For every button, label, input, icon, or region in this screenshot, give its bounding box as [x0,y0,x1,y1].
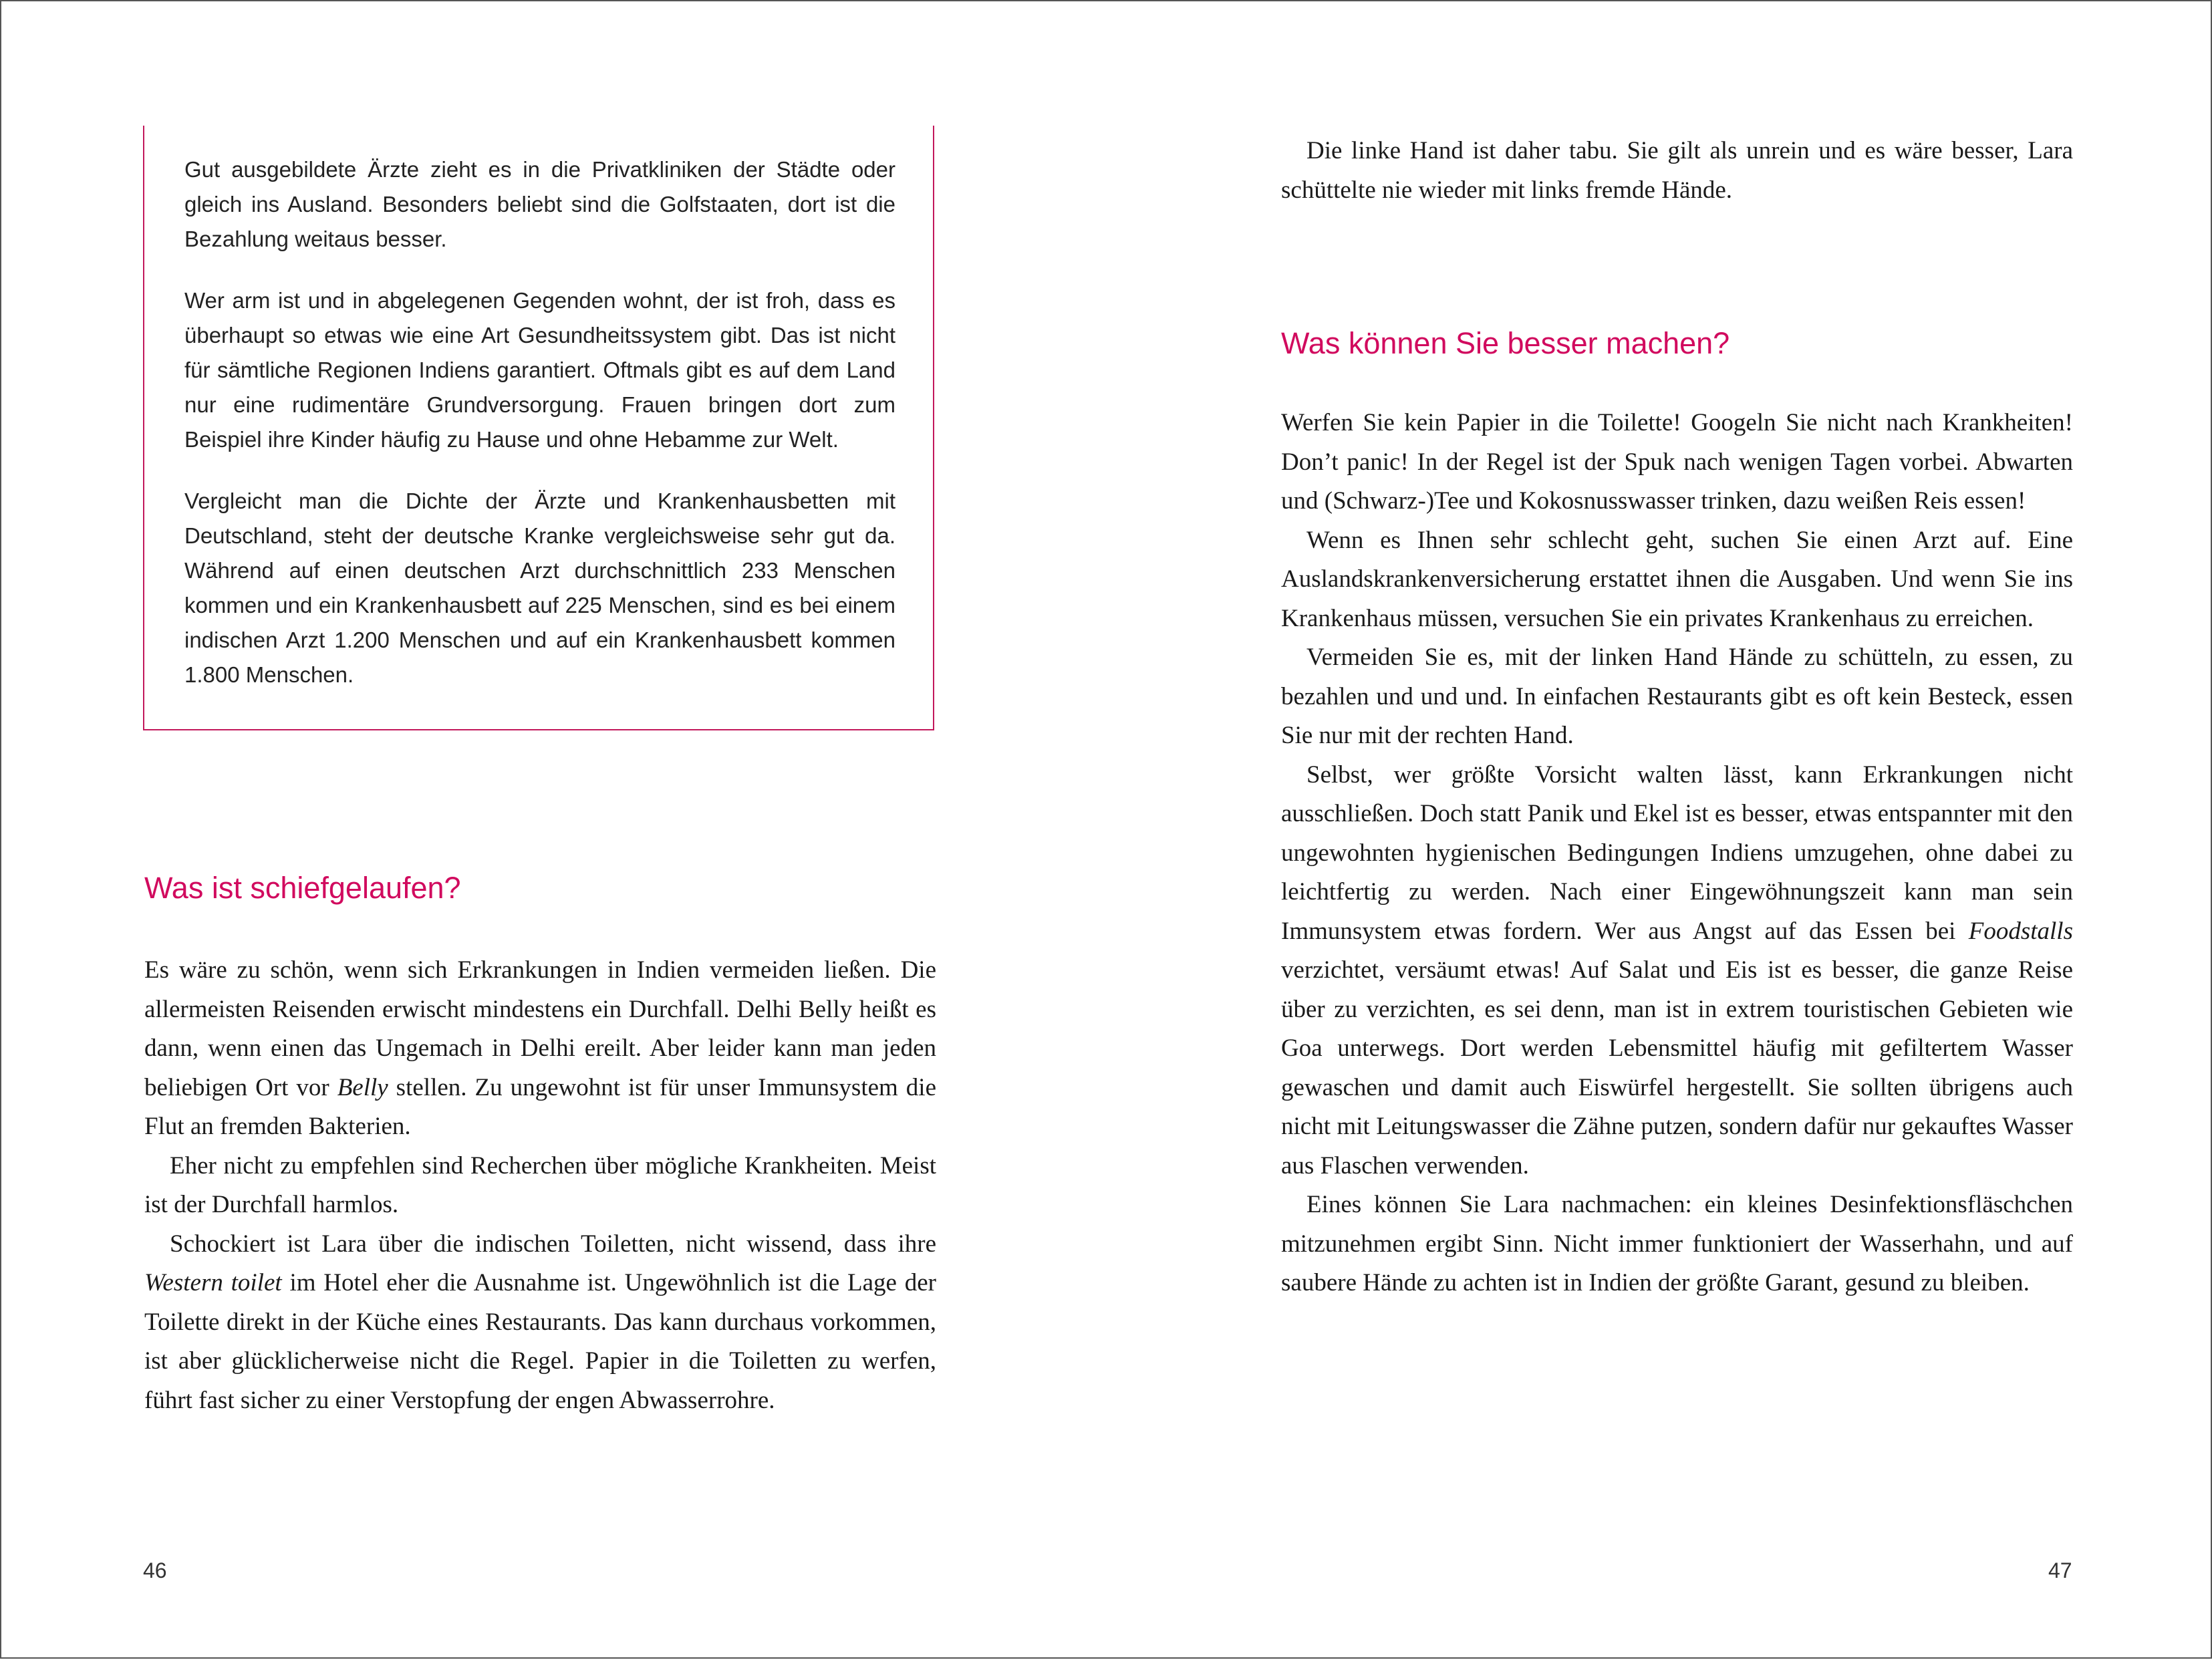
info-paragraph-1: Gut ausgebildete Ärzte zieht es in die Privatkliniken der Städte oder gleich ins Ausland. Besonders beliebt sind die Golfstaaten, dort ist die Bezahlung weitaus besser. [184,157,895,251]
emphasis: Western toilet [144,1269,282,1296]
body-paragraph: Wenn es Ihnen sehr schlecht geht, suchen Sie einen Arzt auf. Eine Auslandskrankenversicherung erstattet ihnen die Ausgaben. Und wenn Sie ins Krankenhaus müssen, versuchen Sie ein privates Krankenhaus zu erreichen. [1281,526,2073,632]
body-text-right [1281,404,2073,1303]
body-paragraph: Vermeiden Sie es, mit der linken Hand Hände zu schütteln, zu essen, zu bezahlen und und und. In einfachen Restaurants gibt es oft kein Besteck, essen Sie nur mit der rechten Hand. [1281,644,2073,749]
body-paragraph: Selbst, wer größte Vorsicht walten lässt, kann Erkrankungen nicht ausschließen. Doch statt Panik und Ekel ist es besser, etwas entspannter mit den ungewohnten hygienischen Bedingungen Indiens umzugehen, ohne dabei zu leichtfertig zu werden. Nach einer Eingewöhnungszeit kann man sein Immunsystem etwas fordern. Wer aus Angst auf das Essen bei Foodstalls verzichtet, versäumt etwas! Auf Salat und Eis ist es besser, die ganze Reise über zu verzichten, es sei denn, man ist in extrem touristischen Gebieten wie Goa unterwegs. Dort werden Lebensmittel häufig mit gefiltertem Wasser gewaschen und damit auch Eiswürfel hergestellt. Sie sollten übrigens auch nicht mit Leitungswasser die Zähne putzen, sondern dafür nur gekauftes Wasser aus Flaschen verwenden. [1281,760,2073,1180]
left-page [1,1,1107,1660]
body-paragraph: Die linke Hand ist daher tabu. Sie gilt als unrein und es wäre besser, Lara schüttelte nie wieder mit links fremde Hände. [1281,137,2073,204]
emphasis: Foodstalls [1968,917,2073,945]
body-text-left [144,951,936,1420]
info-paragraph-2: Wer arm ist und in abgelegenen Gegenden wohnt, der ist froh, dass es überhaupt so etwas wie eine Art Gesundheitssystem gibt. Das ist nicht für sämtliche Regionen Indiens garantiert. Oftmals gibt es auf dem Land nur eine rudimentäre Grundversorgung. Frauen bringen dort zum Beispiel ihre Kinder häufig zu Hause und ohne Hebamme zur Welt. [184,288,895,452]
info-paragraph-3: Vergleicht man die Dichte der Ärzte und Krankenhausbetten mit Deutschland, steht der deutsche Kranke vergleichsweise sehr gut da. Während auf einen deutschen Arzt durchschnittlich 233 Menschen kommen und ein Krankenhausbett auf 225 Menschen, sind es bei einem indischen Arzt 1.200 Menschen und auf ein Krankenhausbett kommen 1.800 Menschen. [184,489,895,687]
body-paragraph: Es wäre zu schön, wenn sich Erkrankungen in Indien vermeiden ließen. Die allermeisten Reisenden erwischt mindestens ein Durchfall. Delhi Belly heißt es dann, wenn einen das Ungemach in Delhi ereilt. Aber leider kann man jeden beliebigen Ort vor Belly stellen. Zu ungewohnt ist für unser Immunsystem die Flut an fremden Bakterien. [144,956,936,1140]
section-heading-right: Was können Sie besser machen? [1281,326,1730,360]
body-paragraph: Eher nicht zu empfehlen sind Recherchen über mögliche Krankheiten. Meist ist der Durchfall harmlos. [144,1151,936,1218]
body-text-top-right [1281,132,2073,210]
page-number-left: 46 [143,1558,167,1582]
info-box-content [184,152,895,692]
page-number-right: 47 [2048,1558,2072,1582]
section-heading-left: Was ist schiefgelaufen? [144,871,461,905]
emphasis: Belly [337,1073,388,1101]
body-paragraph: Werfen Sie kein Papier in die Toilette! Googeln Sie nicht nach Krankheiten! Don’t panic! In der Regel ist der Spuk nach wenigen Tagen vorbei. Abwarten und (Schwarz-)Tee und Kokosnusswasser trinken, dazu weißen Reis essen! [1281,409,2073,515]
body-paragraph: Eines können Sie Lara nachmachen: ein kleines Desinfektionsfläschchen mitzunehmen ergibt Sinn. Nicht immer funktioniert der Wasserhahn, und auf saubere Hände zu achten ist in Indien der größte Garant, gesund zu bleiben. [1281,1191,2073,1296]
info-box [143,126,934,730]
body-paragraph: Schockiert ist Lara über die indischen Toiletten, nicht wissend, dass ihre Western toilet im Hotel eher die Ausnahme ist. Ungewöhnlich ist die Lage der Toilette direkt in der Küche eines Restaurants. Das kann durchaus vorkommen, ist aber glücklicherweise nicht die Regel. Papier in die Toiletten zu werfen, führt fast sicher zu einer Verstopfung der engen Abwasserrohre. [144,1230,936,1414]
